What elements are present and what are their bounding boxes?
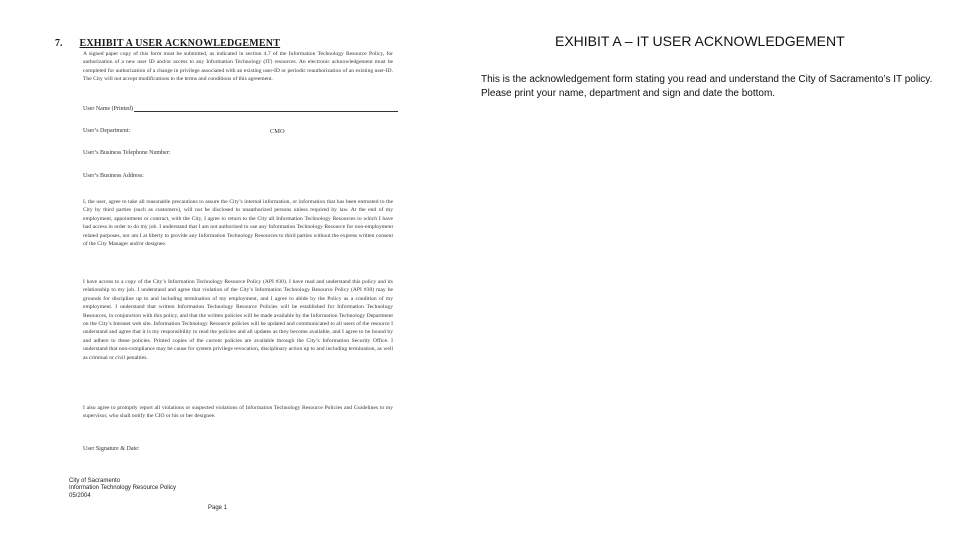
footer-org: City of Sacramento [69, 478, 121, 484]
form-heading [55, 38, 280, 49]
reporting-paragraph: I also agree to promptly report all violations or suspected violations of Information Technology Resource Policies and Guidelines to my supervisor, who shall notify the CIO or his or her designee. [83, 405, 393, 420]
scanned-acknowledgement-form [55, 30, 395, 520]
document-footer [69, 478, 176, 500]
user-signature-label: User Signature & Date: [83, 446, 140, 452]
slide-description: This is the acknowledgement form stating you read and understand the City of Sacramento’s IT policy. Please print your name, department and sign and date the bottom. [481, 74, 933, 99]
user-name-line [134, 105, 398, 112]
policy-paragraph: I have access to a copy of the City’s Information Technology Resource Policy (API #30). I have read and understand this policy and its relationship to my job. I understand and agree that violation of the City’s Information Technology Resource Policy (API #30) may be grounds for discipline up to and including termination of my employment, and I agree to abide by the Policy as a condition of my employment. I understand that written Information Technology Resource Policies will be established for Information Technology Resources, in conjunction with this policy, and that the written policies will be made available by the Information Technology Department on the City’s Intranet web site. Information Technology Resource policies will be updated and communicated to all users of the resource I understand and agree that it is my responsibility to read the policies and all updates as they become available, and I agree to be bound by and adhere to these policies. Printed copies of the current policies are available through the City’s Information Security Office. I understand that non-compliance may be cause for system privilege revocation, disciplinary action up to and including termination, as well as criminal or civil penalties. [83, 279, 393, 361]
user-name-field [83, 105, 398, 112]
section-number: 7. [55, 38, 63, 49]
user-department-value: CMO [270, 128, 285, 135]
confidentiality-paragraph: I, the user, agree to take all reasonable precautions to assure the City’s internal information, or information that has been entrusted to the City by third parties (such as customers), will not be disclosed to unauthorized persons unless required by law. At the end of my employment, appointment or contract, with the City, I agree to return to the City all Information Technology Resources to which I have had access in order to do my job. I understand that I am not authorized to use any Information Technology Resource for non-employment related purposes, nor am I at liberty to provide any Information Technology Resources to third parties without the express written consent of the City Manager and/or designee. [83, 199, 393, 248]
user-department-label: User’s Department: [83, 128, 131, 134]
user-phone-label: User’s Business Telephone Number: [83, 150, 171, 156]
user-address-label: User’s Business Address: [83, 173, 144, 179]
form-title: EXHIBIT A USER ACKNOWLEDGEMENT [79, 38, 281, 49]
intro-paragraph: A signed paper copy of this form must be submitted, as indicated in section 4.7 of the Information Technology Resource Policy, for authorization of a new user ID and/or access to any Information Technology (IT) resources. An electronic acknowledgement must be completed for authorization of a change in privilege associated with an existing user-ID or periodic reauthorization of an existing user-ID. The City will not accept modifications to the terms and conditions of this agreement. [83, 51, 393, 83]
user-name-label: User Name (Printed) [83, 106, 133, 112]
page-number: Page 1 [208, 505, 228, 511]
footer-policy: Information Technology Resource Policy [69, 485, 176, 492]
slide-title: EXHIBIT A – IT USER ACKNOWLEDGEMENT [555, 33, 845, 49]
footer-date: 05/2004 [69, 492, 91, 499]
